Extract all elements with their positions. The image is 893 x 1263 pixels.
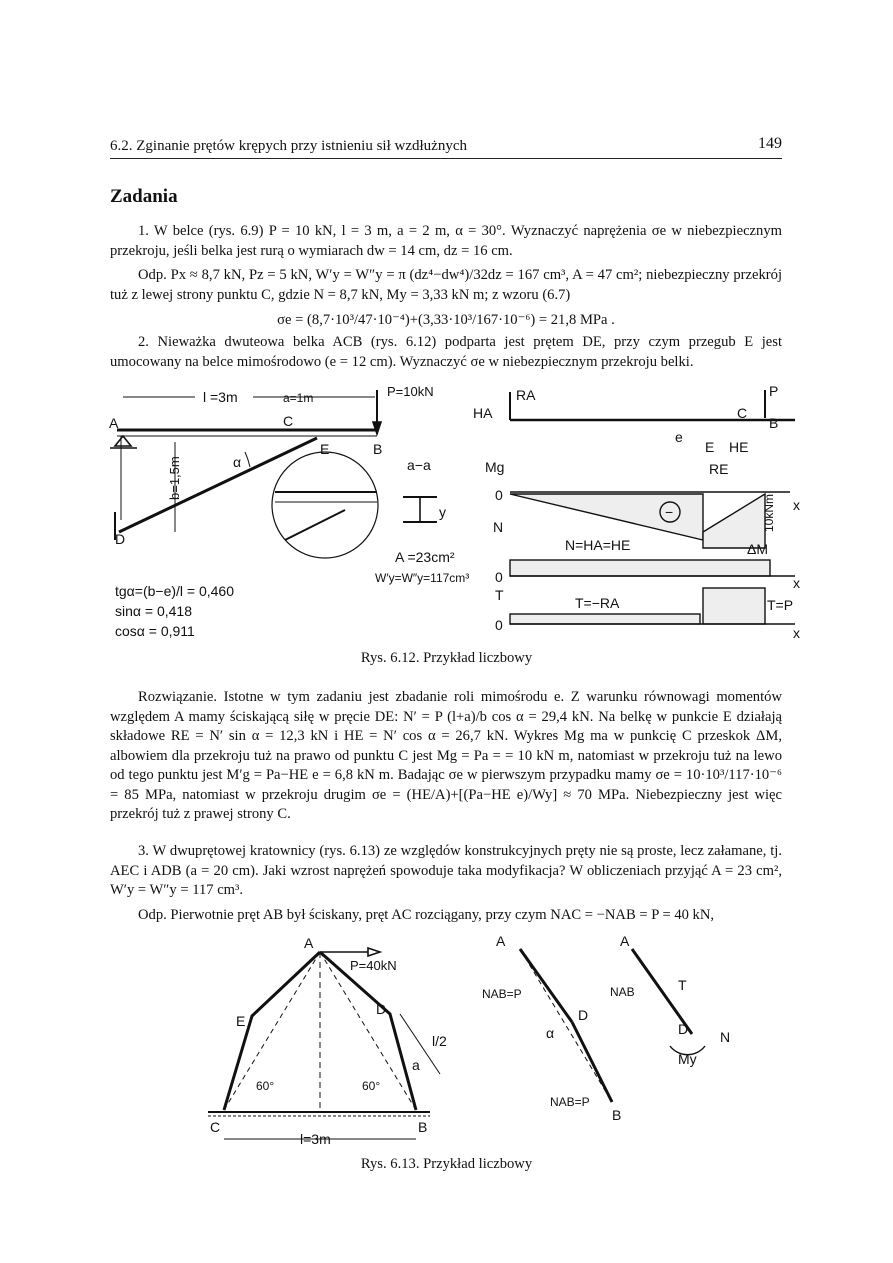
label-E-right: E xyxy=(705,439,715,455)
label-NHA: N=HA=HE xyxy=(565,537,631,553)
strut-DE xyxy=(119,438,317,532)
label-alpha: α xyxy=(233,454,242,470)
label-N: N xyxy=(720,1029,731,1045)
label-T: T xyxy=(495,587,504,603)
label-D-fb2: D xyxy=(678,1021,689,1037)
label-l: l=3m xyxy=(300,1131,331,1147)
label-y: y xyxy=(439,504,446,520)
label-NAB-fb2: NAB xyxy=(610,985,635,999)
problem-2: 2. Nieważka dwuteowa belka ACB (rys. 6.12) podparta jest prętem DE, przy czym przegub E jest umocowany na belce mimośrodowo (e = 12 cm). Wyznaczyć σe w niebezpiecznym przekroju belki. xyxy=(110,334,782,370)
label-alpha: α xyxy=(546,1025,555,1041)
label-l: l =3m xyxy=(203,389,238,405)
label-A-fb1: A xyxy=(496,934,506,949)
label-HE: HE xyxy=(729,439,749,455)
free-body-bar-1 xyxy=(520,949,572,1022)
label-TP: T=P xyxy=(767,597,794,613)
label-P-right: P xyxy=(769,383,779,399)
support-A xyxy=(115,436,131,446)
label-C: C xyxy=(283,413,294,429)
label-B-fb1: B xyxy=(612,1107,622,1123)
page-number: 149 xyxy=(758,135,782,152)
running-header xyxy=(110,135,782,155)
t-diagram-right xyxy=(703,588,765,624)
label-60-right: 60° xyxy=(362,1079,381,1093)
label-l2: l/2 xyxy=(432,1033,447,1049)
solution-2: Rozwiązanie. Istotne w tym zadaniu jest zbadanie roli mimośrodu e. Z warunku równowagi momentów względem A mamy ściskającą siłę w pręcie DE: N′ = P (l+a)/b cos α = 29,4 kN. Na belkę w punkcie E działają składowe RE = N′ sin α = 12,3 kN i HE = N′ cos α = 26,7 kN. Wykres Mg ma w punkcię C przeskok ΔM, albowiem dla przekroju tuż na prawo od punktu C jest Mg = Pa = = 10 kN m, natomiast w przekroju tuż na lewo od tego punktu jest M′g = Pa−HE e = 6,8 kN m. Badając σe w pierwszym przypadku mamy σe = 10·10³/117·10⁻⁶ = 85 MPa, natomiast w przekroju drugim σe = (HE/A)+[(Pa−HE e)/Wy] ≈ 70 MPa. Niebezpieczny jest więc przekrój tuż z prawej strony C. xyxy=(110,689,782,822)
label-W: W′y=W″y=117cm³ xyxy=(375,571,470,585)
label-D: D xyxy=(376,1001,387,1017)
running-title: 6.2. Zginanie prętów krępych przy istnieniu sił wzdłużnych xyxy=(110,138,467,154)
label-dM: ΔM xyxy=(747,541,769,557)
label-TRA: T=−RA xyxy=(575,595,620,611)
answer-3: Odp. Pierwotnie pręt AB był ściskany, pręt AC rozciągany, przy czym NAC = −NAB = P = 40 kN, xyxy=(138,907,715,923)
label-B: B xyxy=(418,1119,428,1135)
label-NAB-top: NAB=P xyxy=(482,987,522,1001)
header-rule xyxy=(110,158,782,159)
label-A: A xyxy=(304,935,314,951)
label-C: C xyxy=(210,1119,221,1135)
label-Mg: Mg xyxy=(485,459,505,475)
figure-6-12 xyxy=(105,382,805,647)
label-b: b=1,5m xyxy=(167,456,182,500)
mg-diagram-left xyxy=(510,494,703,540)
label-D: D xyxy=(115,531,126,547)
label-RA: RA xyxy=(516,387,536,403)
problem-1: 1. W belce (rys. 6.9) P = 10 kN, l = 3 m, a = 2 m, α = 30°. Wyznaczyć naprężenia σe w niebezpiecznym przekroju, jeśli belka jest rurą o wymiarach dw = 14 cm, dz = 16 cm. xyxy=(110,223,782,259)
label-section: a−a xyxy=(407,457,431,473)
label-B: B xyxy=(373,441,383,457)
label-10kNm: 10kNm xyxy=(762,493,776,532)
label-P: P=40kN xyxy=(350,958,397,973)
caption-6-13: Rys. 6.13. Przykład liczbowy xyxy=(360,1156,533,1172)
answer-1-equation: σe = (8,7·10³/47·10⁻⁴)+(3,33·10³/167·10⁻⁶) = 21,8 MPa . xyxy=(277,312,615,328)
label-N: N xyxy=(493,519,504,535)
label-tg: tgα=(b−e)/l = 0,460 xyxy=(115,583,235,599)
truss-scheme xyxy=(208,948,705,1139)
n-diagram xyxy=(510,560,770,576)
label-cos: cosα = 0,911 xyxy=(115,623,195,639)
label-P: P=10kN xyxy=(387,384,434,399)
label-e: e xyxy=(675,429,683,445)
label-A: A xyxy=(109,415,119,431)
beam-scheme xyxy=(110,390,437,558)
label-My: My xyxy=(678,1051,697,1067)
problem-3: 3. W dwuprętowej kratownicy (rys. 6.13) ze względów konstrukcyjnych pręty nie są proste, lecz załamane, tj. AEC i ADB (a = 20 cm). Jaki wzrost naprężeń spowoduje taka modyfikacja? W obliczeniach przyjąć A = 23 cm², W′y = W″y = 117 cm³. xyxy=(110,843,782,898)
label-zero-n: 0 xyxy=(495,569,503,585)
label-HA: HA xyxy=(473,405,493,421)
t-diagram-left xyxy=(510,614,700,624)
label-60-left: 60° xyxy=(256,1079,275,1093)
label-a: a=1m xyxy=(283,391,314,405)
label-sin: sinα = 0,418 xyxy=(115,603,192,619)
label-area: A =23cm² xyxy=(395,549,455,565)
label-x-t: x xyxy=(793,625,800,641)
label-RE: RE xyxy=(709,461,729,477)
label-E: E xyxy=(236,1013,246,1029)
label-minus: − xyxy=(665,504,674,520)
figure-6-13 xyxy=(200,934,760,1156)
caption-6-12: Rys. 6.12. Przykład liczbowy xyxy=(360,650,533,666)
label-x-mg: x xyxy=(793,497,800,513)
label-D-fb1: D xyxy=(578,1007,589,1023)
label-B-right: B xyxy=(769,415,779,431)
mg-diagram-right xyxy=(703,494,765,548)
section-title: Zadania xyxy=(110,186,178,207)
detail-circle xyxy=(272,452,378,558)
label-C-right: C xyxy=(737,405,748,421)
label-E: E xyxy=(320,441,330,457)
label-a: a xyxy=(412,1057,420,1073)
label-NAB-bottom: NAB=P xyxy=(550,1095,590,1109)
label-x-n: x xyxy=(793,575,800,591)
label-A-fb2: A xyxy=(620,934,630,949)
answer-1: Odp. Px ≈ 8,7 kN, Pz = 5 kN, W′y = W″y = π (dz⁴−dw⁴)/32dz = 167 cm³, A = 47 cm²; niebezpieczny przekrój tuż z lewej strony punktu C, gdzie N = 8,7 kN, My = 3,33 kN m; z wzoru (6.7) xyxy=(110,267,782,303)
force-diagrams xyxy=(510,390,795,624)
label-zero-t: 0 xyxy=(495,617,503,633)
label-zero-mg: 0 xyxy=(495,487,503,503)
label-T: T xyxy=(678,977,687,993)
